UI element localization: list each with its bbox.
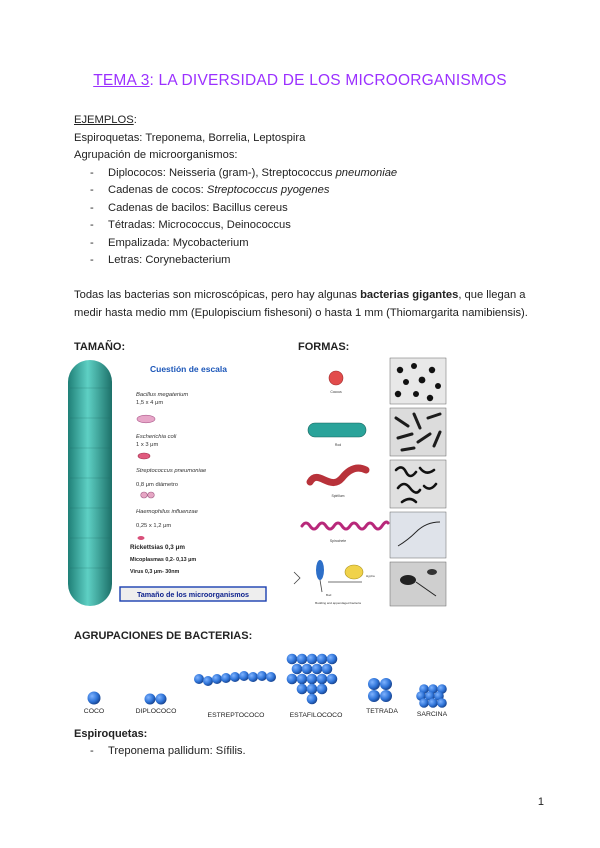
grouping-label: DIPLOCOCO — [135, 708, 177, 715]
size-footer: Tamaño de los microorganismos — [136, 590, 250, 599]
sarcina-cube — [416, 684, 447, 708]
shape-label: Rod — [334, 443, 342, 447]
examples-heading-suffix: : — [133, 114, 137, 126]
pneumoniae-shape — [148, 492, 155, 498]
estreptococo-chain — [194, 671, 276, 686]
size-figure-title: Cuestión de escala — [150, 364, 228, 374]
item-label: Tétradas: — [108, 219, 159, 231]
pneumoniae-shape — [141, 492, 148, 498]
size-heading: TAMAÑO: — [74, 341, 126, 353]
influenzae-shape — [138, 536, 145, 540]
arrow-icon — [294, 572, 300, 584]
item-italic: Streptococcus pyogenes — [206, 184, 330, 196]
list-item — [74, 200, 397, 218]
item-value: Micrococcus, Deinococcus — [158, 219, 291, 231]
coccus-shape — [329, 371, 343, 385]
grouping-label: COCO — [83, 708, 105, 715]
rod-shape — [308, 423, 366, 437]
scale-entry-name: Bacillus megaterium — [136, 392, 189, 398]
hypha-label: Hypha — [366, 574, 375, 578]
item-label: Cadenas de cocos: — [108, 184, 207, 196]
item-label: Empalizada: — [108, 236, 173, 249]
item-label: Cadenas de bacilos: — [108, 201, 213, 214]
scale-entry-name: Haemophilus influenzae — [136, 509, 198, 515]
title-prefix: TEMA 3 — [93, 72, 150, 89]
examples-heading: EJEMPLOS — [74, 114, 134, 126]
giant-bacterium-shape — [68, 360, 112, 606]
micrograph-spirillum — [390, 460, 446, 508]
list-item — [74, 165, 397, 183]
ecoli-shape — [138, 453, 150, 459]
coco-cell — [88, 692, 101, 705]
shape-label: Spirillum — [331, 494, 345, 498]
item-name: Treponema pallidum — [108, 745, 210, 757]
page-number: 1 — [537, 796, 544, 808]
groupings-figure — [70, 650, 470, 720]
tetrada-group — [368, 678, 392, 702]
list-item — [74, 252, 397, 270]
small-line: Micoplasmas 0,2- 0,13 μm — [130, 557, 197, 563]
spirillum-shape — [310, 468, 366, 482]
micrograph-budding — [390, 562, 446, 606]
spirochetes-line: Espiroquetas: Treponema, Borrelia, Leptospira — [74, 131, 306, 144]
page-title — [0, 72, 600, 90]
item-disease: : Sífilis. — [209, 745, 246, 757]
grouping-label: ESTREPTOCOCO — [207, 712, 265, 719]
para-bold: bacterias gigantes — [360, 289, 459, 301]
spirochete-shape — [302, 522, 388, 529]
shape-label: Budding and appendaged bacteria — [315, 601, 361, 605]
spirochetes-list-block — [74, 743, 246, 761]
scale-entry-size: 0,25 x 1,2 μm — [136, 523, 172, 529]
small-line: Virus 0,3 μm- 30nm — [130, 569, 180, 575]
list-item — [74, 235, 397, 253]
megaterium-shape — [137, 415, 155, 423]
grouping-label: ESTAFILOCOCO — [289, 712, 343, 719]
scale-entry-size: 1 x 3 μm — [136, 442, 159, 448]
para-part1: Todas las bacterias son microscópicas, pero hay algunas — [74, 289, 361, 301]
list-item — [74, 182, 397, 200]
scale-entry-name: Escherichia coli — [136, 434, 177, 440]
list-item — [74, 743, 246, 761]
appendaged-cell-shape — [345, 565, 363, 579]
shape-label: Spirochete — [329, 539, 347, 543]
grouping-label: TETRADA — [366, 708, 398, 715]
scale-entry-size: 0,8 μm diámetro — [136, 482, 179, 488]
scale-entry-size: 1,5 x 4 μm — [136, 400, 164, 406]
small-line: Rickettsias 0,3 μm — [130, 544, 185, 551]
shape-label: Coccus — [330, 390, 342, 394]
diplococo-cell — [156, 694, 167, 705]
item-label: Diplococos: — [108, 166, 169, 179]
item-value: Bacillus cereus — [212, 201, 288, 214]
list-item — [74, 217, 397, 235]
micrograph-spirochete — [390, 512, 446, 558]
scale-entry-name: Streptococcus pneumoniae — [136, 468, 207, 474]
grouping-list — [74, 165, 397, 270]
forms-heading: FORMAS: — [298, 341, 350, 353]
micrograph-rod — [390, 408, 446, 456]
grouping-label: SARCINA — [416, 711, 448, 718]
item-value: Mycobacterium — [172, 236, 249, 249]
size-scale-figure — [62, 358, 280, 608]
item-value: Neisseria (gram-), Streptococcus — [168, 166, 336, 179]
item-italic: pneumoniae — [335, 166, 398, 179]
examples-heading-line — [74, 112, 397, 130]
examples-block — [74, 112, 397, 270]
diplococo-cell — [145, 694, 156, 705]
title-rest: : LA DIVERSIDAD DE LOS MICROORGANISMOS — [149, 72, 507, 89]
forms-figure — [290, 356, 462, 608]
micrograph-coccus — [390, 358, 446, 404]
bud-label: Bud — [326, 593, 332, 597]
spirochetes-heading: Espiroquetas: — [74, 728, 148, 740]
groupings-heading: AGRUPACIONES DE BACTERIAS: — [74, 630, 253, 642]
estafilococo-cluster — [287, 654, 338, 705]
giant-bacteria-paragraph — [74, 287, 534, 322]
spirochetes-list — [74, 743, 246, 761]
item-value: Corynebacterium — [145, 254, 231, 266]
grouping-intro: Agrupación de microorganismos: — [74, 149, 238, 161]
item-label: Letras: — [108, 254, 146, 266]
para-part2: , que llegan a medir hasta medio mm (Epulopiscium fishesoni) o hasta 1 mm (Thiomargarita namibiensis). — [74, 289, 528, 319]
budding-cell-shape — [316, 560, 324, 580]
